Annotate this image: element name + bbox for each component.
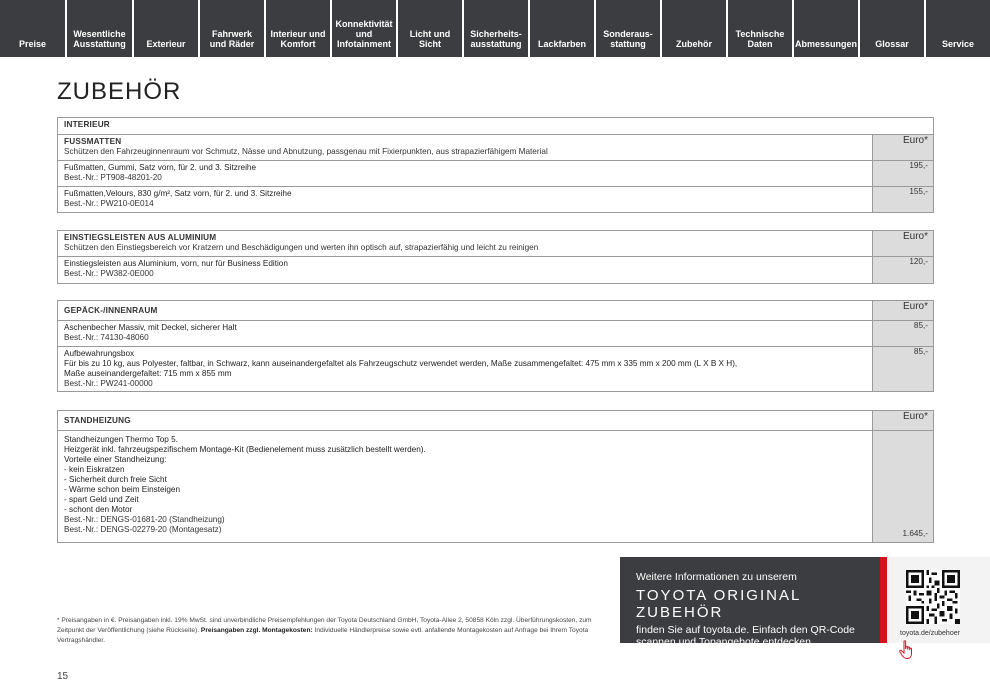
section-header [58, 411, 873, 431]
page-title: ZUBEHÖR [57, 78, 182, 105]
section-title: INTERIEUR [64, 120, 110, 129]
qr-url[interactable]: toyota.de/zubehoer [900, 630, 960, 637]
nav-tab-licht-und-sicht[interactable]: Licht und Sicht [396, 0, 462, 57]
standheizung-table [57, 410, 934, 543]
footnote [57, 616, 602, 646]
item-name: Fußmatten, Gummi, Satz vorn, für 2. und 3. Sitzreihe [64, 163, 257, 172]
promo-intro: Weitere Informationen zu unserem [636, 571, 797, 583]
nav-tab-interieur[interactable]: Interieur und Komfort [264, 0, 330, 57]
category-title: EINSTIEGSLEISTEN AUS ALUMINIUM [64, 233, 217, 242]
nav-tab-sicherheit[interactable]: Sicherheits- ausstattung [462, 0, 528, 57]
footnote-text: * Preisangaben in €. Preisangaben inkl. 19% MwSt. sind unverbindliche Preisempfehlungen der Toyota Deutschland GmbH, Toyota-Allee 2, 50858 Köln zzgl. Überführungskosten, zum Zeitpunkt der Veröffentlichung (siehe Rückseite). [57, 617, 592, 634]
promo-text: finden Sie auf toyota.de. Einfach den QR-Code scannen und Topangebote entdecken. [636, 624, 855, 648]
item-name: Aufbewahrungsbox Für bis zu 10 kg, aus Polyester, faltbar, in Schwarz, kann auseinandergefaltet als Fahrzeugschutz verwendet werden, Maße zusammengefaltet: 475 mm x 335 mm x 200 mm (L X B X H), Maße auseinandergefaltet: 715 mm x 855 mm [64, 349, 738, 378]
nav-tab-wesentliche-ausstattung[interactable]: Wesentliche Ausstattung [65, 0, 132, 57]
nav-tab-service[interactable]: Service [924, 0, 990, 57]
nav-tab-exterieur[interactable]: Exterieur [132, 0, 198, 57]
footnote-text-end: Individuelle Händlerpreise sowie evtl. anfallende Montagekosten auf Anfrage bei Ihrem Toyota Vertragshändler. [57, 627, 589, 644]
nav-tab-sonderausstattung[interactable]: Sonderaus- stattung [594, 0, 660, 57]
nav-tab-fahrwerk[interactable]: Fahrwerk und Räder [198, 0, 264, 57]
item-row [58, 161, 873, 187]
qr-code-icon[interactable] [906, 570, 960, 624]
page-number: 15 [57, 671, 69, 682]
category-row [58, 135, 873, 161]
promo-box [620, 557, 886, 648]
item-part-number: Best.-Nr.: 74130-48060 [64, 333, 149, 342]
section-title: STANDHEIZUNG [64, 415, 131, 425]
item-price: 85,- [873, 347, 934, 392]
section-header [58, 118, 934, 135]
item-price: 195,- [873, 161, 934, 187]
item-name: Aschenbecher Massiv, mit Deckel, sicherer Halt [64, 323, 237, 332]
category-description: Schützen den Einstiegsbereich vor Kratzern und Beschädigungen und werten ihn optisch auf, strapazierfähig und leicht zu reinigen [64, 243, 539, 252]
item-part-number: Best.-Nr.: PW210-0E014 [64, 199, 154, 208]
promo-brand: TOYOTA ORIGINAL ZUBEHÖR [636, 587, 801, 621]
interieur-table [57, 117, 934, 213]
nav-tab-preise[interactable]: Preise [0, 0, 65, 57]
item-part-number: Best.-Nr.: DENGS-01681-20 (Standheizung) Best.-Nr.: DENGS-02279-20 (Montagesatz) [64, 515, 225, 534]
top-navigation [0, 0, 990, 57]
item-price: 1.645,- [873, 431, 934, 543]
item-part-number: Best.-Nr.: PT908-48201-20 [64, 173, 162, 182]
category-description: Schützen den Fahrzeuginnenraum vor Schmutz, Nässe und Abnutzung, passgenau mit Fixierpunkten, aus strapazierfähigem Material [64, 147, 548, 156]
item-row [58, 257, 873, 284]
category-row [58, 231, 873, 257]
einstiegsleisten-table [57, 230, 934, 284]
item-row [58, 431, 873, 543]
nav-tab-abmessungen[interactable]: Abmessungen [792, 0, 858, 57]
item-price: 85,- [873, 321, 934, 347]
currency-header: Euro* [873, 411, 934, 431]
item-name: Fußmatten,Velours, 830 g/m², Satz vorn, für 2. und 3. Sitzreihe [64, 189, 292, 198]
item-row [58, 347, 873, 392]
footnote-bold: Preisangaben zzgl. Montagekosten: [200, 627, 313, 634]
currency-header: Euro* [873, 301, 934, 321]
section-header [58, 301, 873, 321]
currency-header: Euro* [873, 231, 934, 257]
item-name: Einstiegsleisten aus Aluminium, vorn, nur für Business Edition [64, 259, 288, 268]
currency-header: Euro* [873, 135, 934, 161]
item-part-number: Best.-Nr.: PW382-0E000 [64, 269, 154, 278]
gepaeck-table [57, 300, 934, 392]
item-row [58, 187, 873, 213]
nav-tab-glossar[interactable]: Glossar [858, 0, 924, 57]
pointer-hand-icon [898, 640, 916, 660]
nav-tab-zubehoer[interactable]: Zubehör [660, 0, 726, 57]
accent-bar [880, 557, 887, 643]
nav-tab-lackfarben[interactable]: Lackfarben [528, 0, 594, 57]
category-title: FUSSMATTEN [64, 137, 122, 146]
nav-tab-technische-daten[interactable]: Technische Daten [726, 0, 792, 57]
nav-tab-konnektivitaet[interactable]: Konnektivität und Infotainment [330, 0, 396, 57]
item-row [58, 321, 873, 347]
section-title: GEPÄCK-/INNENRAUM [64, 305, 158, 315]
item-name: Standheizungen Thermo Top 5. Heizgerät inkl. fahrzeugspezifischem Montage-Kit (Bedienelement muss zusätzlich bestellt werden). Vorteile einer Standheizung: - kein Eiskratzen - Sicherheit durch freie Sicht - Wärme schon beim Einsteigen - spart Geld und Zeit - schont den Motor [64, 435, 426, 514]
item-price: 155,- [873, 187, 934, 213]
item-part-number: Best.-Nr.: PW241-00000 [64, 379, 153, 388]
item-price: 120,- [873, 257, 934, 284]
